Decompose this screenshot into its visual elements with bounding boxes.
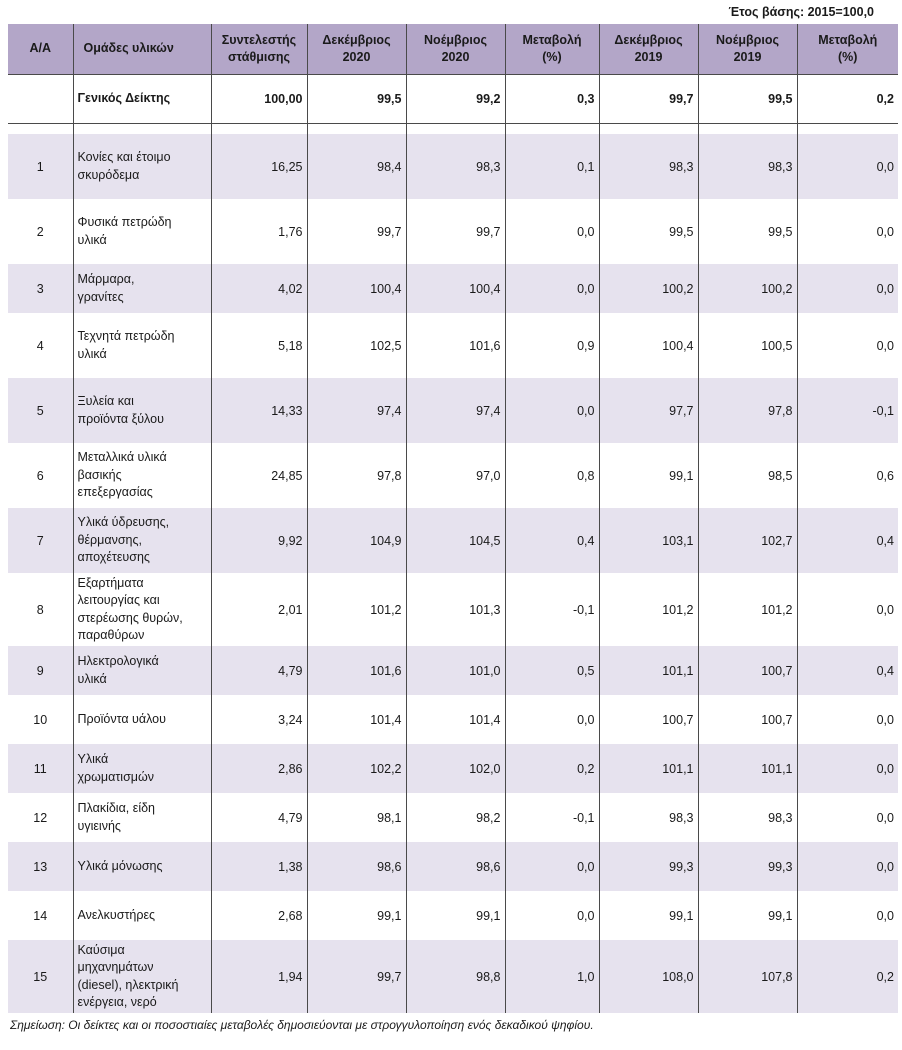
group-name-line: χρωματισμών: [77, 769, 155, 784]
cell-aa: 4: [8, 313, 73, 378]
cell-dec2019: 101,2: [599, 573, 698, 646]
cell-nov2020: 99,1: [406, 891, 505, 940]
header-row: [8, 24, 898, 74]
cell-dec2019: 101,1: [599, 744, 698, 793]
cell-dec2019: 97,7: [599, 378, 698, 443]
group-name-line: Εξαρτήματα: [77, 575, 144, 590]
cell-nov2019: 99,3: [698, 842, 797, 891]
table-body: [8, 74, 898, 1013]
cell-nov2020: 97,0: [406, 443, 505, 508]
cell-change2019: 0,4: [876, 663, 894, 678]
cell-change2019: 0,0: [876, 602, 894, 617]
cell-nov2020: 101,3: [406, 573, 505, 646]
cell-dec2020: 101,6: [307, 646, 406, 695]
group-name-line: υλικά: [77, 671, 107, 686]
group-name-line: υγιεινής: [77, 818, 121, 833]
cell-dec2020: 98,1: [307, 793, 406, 842]
cell-weight: 9,92: [211, 508, 307, 573]
cell-dec2020: 99,7: [307, 199, 406, 264]
cell-dec2020: 98,4: [307, 134, 406, 199]
cell-dec2020: 100,4: [307, 264, 406, 313]
table-row: [8, 940, 898, 1013]
cell-change2020: 0,0: [505, 695, 599, 744]
cell-nov2019: 100,2: [698, 264, 797, 313]
group-name-line: Ανελκυστήρες: [77, 907, 156, 922]
cell-dec2020: 102,5: [307, 313, 406, 378]
table-header: [8, 24, 898, 74]
cell-name: [73, 134, 211, 199]
group-name-line: θέρμανσης,: [77, 532, 142, 547]
header-aa: Α/Α: [8, 24, 73, 74]
table-row: [8, 313, 898, 378]
group-name-line: (diesel), ηλεκτρική: [77, 977, 179, 992]
cell-nov2020: 98,3: [406, 134, 505, 199]
cell-aa: 7: [8, 508, 73, 573]
cell-change2020: 0,4: [505, 508, 599, 573]
cell-change2020: 0,0: [505, 199, 599, 264]
cell-nov2020: 98,8: [406, 940, 505, 1013]
table-row: [8, 443, 898, 508]
header-nov2020: Νοέμβριος 2020: [406, 24, 505, 74]
cell-nov2019: 99,5: [698, 199, 797, 264]
cell-nov2019: 98,3: [698, 793, 797, 842]
cell-dec2019: 101,1: [599, 646, 698, 695]
cell-change2020: 0,0: [505, 264, 599, 313]
cell-nov2020: 102,0: [406, 744, 505, 793]
group-name-line: Υλικά ύδρευσης,: [77, 515, 170, 530]
cell-dec2019: 103,1: [599, 508, 698, 573]
group-name-line: προϊόντα ξύλου: [77, 411, 164, 426]
cell-dec2019: 100,7: [599, 695, 698, 744]
cell-change2020: -0,1: [505, 793, 599, 842]
group-name-line: Φυσικά πετρώδη: [77, 215, 172, 229]
cell-weight: 4,79: [211, 793, 307, 842]
cell-aa: 1: [8, 134, 73, 199]
cell-dec2020: 104,9: [307, 508, 406, 573]
total-aa: [8, 74, 73, 123]
cell-change2019: 0,0: [876, 859, 894, 874]
cell-weight: 24,85: [211, 443, 307, 508]
table-row: [8, 842, 898, 891]
cell-dec2019: 98,3: [599, 793, 698, 842]
group-name-line: λειτουργίας και: [77, 593, 160, 607]
group-name-line: Κονίες και έτοιμο: [77, 150, 171, 164]
header-change2019: Μεταβολή (%): [797, 24, 898, 74]
cell-weight: 2,86: [211, 744, 307, 793]
total-dec2019: 99,7: [599, 74, 698, 123]
cell-weight: 2,01: [211, 573, 307, 646]
cell-aa: 11: [8, 744, 73, 793]
cell-weight: 16,25: [211, 134, 307, 199]
cell-weight: 3,24: [211, 695, 307, 744]
table-row: [8, 646, 898, 695]
cell-change2020: 0,8: [505, 443, 599, 508]
header-change2020: Μεταβολή (%): [505, 24, 599, 74]
table-row: [8, 573, 898, 646]
cell-change2019: 0,0: [876, 810, 894, 825]
header-dec2020: Δεκέμβριος 2020: [307, 24, 406, 74]
cell-aa: 10: [8, 695, 73, 744]
cell-dec2019: 98,3: [599, 134, 698, 199]
cell-weight: 5,18: [211, 313, 307, 378]
table-row: [8, 199, 898, 264]
cell-dec2019: 99,3: [599, 842, 698, 891]
cell-change2019: 0,0: [876, 908, 894, 923]
base-year-label: Έτος βάσης: 2015=100,0: [728, 5, 874, 19]
header-group: Ομάδες υλικών: [73, 24, 211, 74]
cell-aa: 5: [8, 378, 73, 443]
group-name-line: Ηλεκτρολογικά: [77, 654, 159, 668]
cell-nov2019: 107,8: [698, 940, 797, 1013]
cell-name: [73, 508, 211, 573]
cell-nov2019: 102,7: [698, 508, 797, 573]
cell-nov2020: 97,4: [406, 378, 505, 443]
cell-aa: 14: [8, 891, 73, 940]
group-name-line: Προϊόντα υάλου: [77, 711, 166, 726]
cell-nov2020: 101,0: [406, 646, 505, 695]
cell-change2020: 0,0: [505, 842, 599, 891]
group-name-line: Μεταλλικά υλικά: [77, 450, 167, 465]
cell-nov2020: 98,2: [406, 793, 505, 842]
total-dec2020: 99,5: [307, 74, 406, 123]
group-name-line: σκυρόδεμα: [77, 167, 140, 182]
group-name-line: επεξεργασίας: [77, 485, 153, 500]
group-name-line: Πλακίδια, είδη: [77, 801, 156, 815]
cell-nov2019: 99,1: [698, 891, 797, 940]
cell-dec2020: 99,1: [307, 891, 406, 940]
cell-change2020: -0,1: [505, 573, 599, 646]
cell-name: [73, 199, 211, 264]
cell-name: [73, 744, 211, 793]
cell-weight: 14,33: [211, 378, 307, 443]
group-name-line: Υλικά: [77, 752, 109, 766]
total-change2019: 0,2: [797, 74, 898, 123]
cell-aa: 13: [8, 842, 73, 891]
cell-change2019: 0,0: [876, 712, 894, 727]
group-name-line: Καύσιμα: [77, 942, 125, 957]
price-index-table: [8, 24, 898, 1013]
cell-change2019: 0,0: [876, 159, 894, 174]
cell-change2019: -0,1: [872, 403, 894, 418]
header-dec2019: Δεκέμβριος 2019: [599, 24, 698, 74]
cell-dec2019: 99,1: [599, 443, 698, 508]
table-row: [8, 378, 898, 443]
total-nov2020: 99,2: [406, 74, 505, 123]
total-weight: 100,00: [211, 74, 307, 123]
cell-name: [73, 891, 211, 940]
cell-change2020: 0,5: [505, 646, 599, 695]
cell-change2020: 0,1: [505, 134, 599, 199]
group-name-line: Τεχνητά πετρώδη: [77, 329, 175, 343]
cell-nov2019: 98,5: [698, 443, 797, 508]
cell-weight: 4,02: [211, 264, 307, 313]
cell-name: [73, 378, 211, 443]
cell-nov2020: 98,6: [406, 842, 505, 891]
cell-weight: 1,38: [211, 842, 307, 891]
cell-dec2020: 97,8: [307, 443, 406, 508]
cell-dec2020: 101,2: [307, 573, 406, 646]
table-row: [8, 508, 898, 573]
cell-name: [73, 313, 211, 378]
cell-nov2020: 101,4: [406, 695, 505, 744]
cell-change2019: 0,6: [876, 468, 894, 483]
cell-change2020: 0,9: [505, 313, 599, 378]
cell-dec2020: 101,4: [307, 695, 406, 744]
group-name-line: μηχανημάτων: [77, 960, 154, 974]
cell-aa: 6: [8, 443, 73, 508]
cell-aa: 3: [8, 264, 73, 313]
table-row: [8, 695, 898, 744]
cell-weight: 1,76: [211, 199, 307, 264]
group-name-line: στερέωσης θυρών,: [77, 610, 183, 625]
table-row: [8, 793, 898, 842]
cell-nov2019: 97,8: [698, 378, 797, 443]
cell-dec2019: 99,5: [599, 199, 698, 264]
cell-aa: 12: [8, 793, 73, 842]
cell-aa: 2: [8, 199, 73, 264]
total-change2020: 0,3: [505, 74, 599, 123]
cell-nov2020: 101,6: [406, 313, 505, 378]
cell-nov2020: 104,5: [406, 508, 505, 573]
cell-name: [73, 793, 211, 842]
spacer-row: [8, 123, 898, 134]
cell-nov2020: 99,7: [406, 199, 505, 264]
cell-change2020: 0,0: [505, 378, 599, 443]
footnote: Σημείωση: Οι δείκτες και οι ποσοστιαίες μεταβολές δημοσιεύονται με στρογγυλοποίηση ενός δεκαδικού ψηφίου.: [10, 1018, 594, 1032]
cell-name: [73, 695, 211, 744]
cell-name: [73, 842, 211, 891]
group-name-line: Υλικά μόνωσης: [77, 858, 163, 873]
table-row: [8, 264, 898, 313]
cell-name: [73, 573, 211, 646]
cell-change2020: 0,0: [505, 891, 599, 940]
group-name-line: βασικής: [77, 467, 122, 482]
group-name-line: αποχέτευσης: [77, 550, 150, 565]
group-name-line: υλικά: [77, 232, 107, 247]
group-name-line: υλικά: [77, 346, 107, 361]
header-weight: Συντελεστής στάθμισης: [211, 24, 307, 74]
table-row: [8, 134, 898, 199]
cell-dec2020: 98,6: [307, 842, 406, 891]
table-row: [8, 891, 898, 940]
cell-dec2019: 100,4: [599, 313, 698, 378]
cell-aa: 8: [8, 573, 73, 646]
cell-weight: 2,68: [211, 891, 307, 940]
table-row: [8, 744, 898, 793]
cell-change2020: 0,2: [505, 744, 599, 793]
cell-dec2020: 97,4: [307, 378, 406, 443]
cell-change2019: 0,0: [876, 224, 894, 239]
cell-change2019: 0,0: [876, 338, 894, 353]
cell-dec2019: 108,0: [599, 940, 698, 1013]
cell-dec2019: 100,2: [599, 264, 698, 313]
cell-weight: 4,79: [211, 646, 307, 695]
cell-change2019: 0,4: [876, 533, 894, 548]
header-nov2019: Νοέμβριος 2019: [698, 24, 797, 74]
group-name-line: Μάρμαρα,: [77, 272, 135, 286]
cell-dec2020: 102,2: [307, 744, 406, 793]
cell-nov2019: 101,2: [698, 573, 797, 646]
cell-nov2019: 100,5: [698, 313, 797, 378]
cell-nov2019: 100,7: [698, 646, 797, 695]
cell-change2019: 0,2: [876, 969, 894, 984]
cell-dec2020: 99,7: [307, 940, 406, 1013]
cell-nov2019: 101,1: [698, 744, 797, 793]
group-name-line: ενέργεια, νερό: [77, 995, 157, 1009]
cell-aa: 9: [8, 646, 73, 695]
group-name-line: παραθύρων: [77, 628, 145, 642]
cell-change2019: 0,0: [876, 281, 894, 296]
cell-name: [73, 940, 211, 1013]
cell-nov2020: 100,4: [406, 264, 505, 313]
cell-aa: 15: [8, 940, 73, 1013]
cell-name: [73, 646, 211, 695]
cell-weight: 1,94: [211, 940, 307, 1013]
total-row: [8, 74, 898, 123]
cell-dec2019: 99,1: [599, 891, 698, 940]
cell-name: [73, 264, 211, 313]
total-name: Γενικός Δείκτης: [73, 74, 211, 123]
group-name-line: γρανίτες: [77, 289, 124, 304]
group-name-line: Ξυλεία και: [77, 394, 134, 408]
total-nov2019: 99,5: [698, 74, 797, 123]
cell-name: [73, 443, 211, 508]
cell-nov2019: 100,7: [698, 695, 797, 744]
cell-change2019: 0,0: [876, 761, 894, 776]
cell-nov2019: 98,3: [698, 134, 797, 199]
cell-change2020: 1,0: [505, 940, 599, 1013]
